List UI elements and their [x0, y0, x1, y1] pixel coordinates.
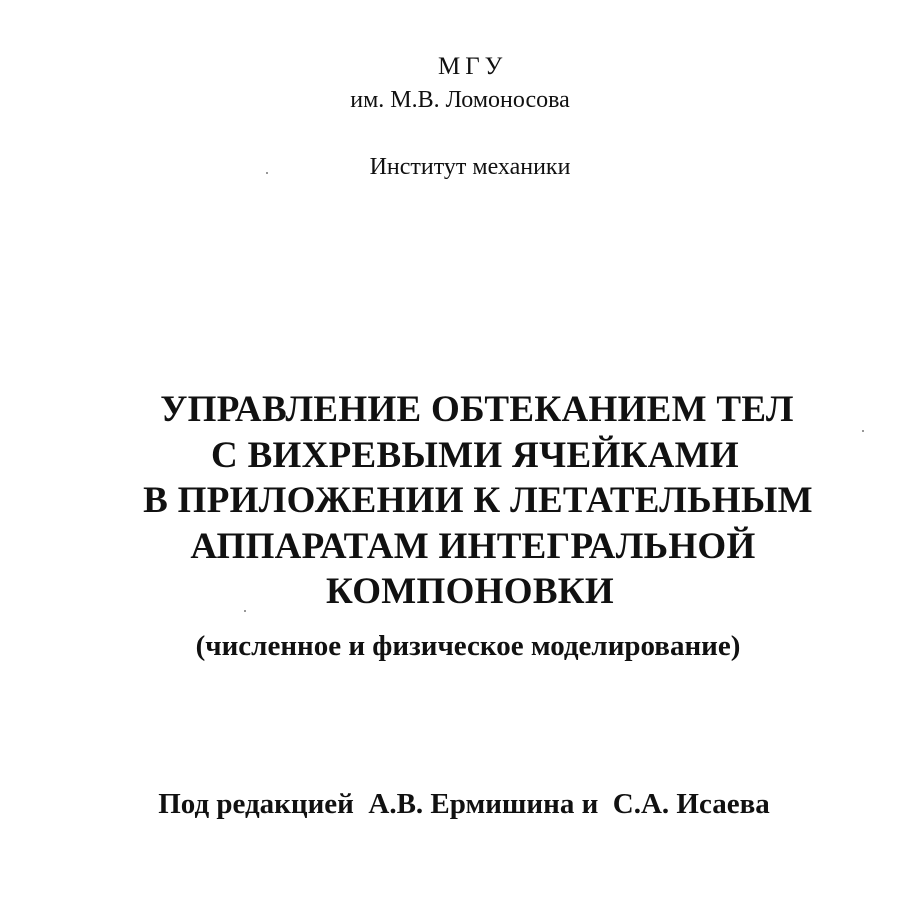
editors-line: Под редакцией А.В. Ермишина и С.А. Исаева [158, 788, 770, 820]
title-line-2: С ВИХРЕВЫМИ ЯЧЕЙКАМИ [211, 434, 739, 476]
title-line-5: КОМПОНОВКИ [325, 571, 614, 612]
scan-speck [862, 430, 864, 432]
document-subtitle: (численное и физическое моделирование) [195, 630, 741, 662]
university-name: им. М.В. Ломоносова [350, 87, 570, 113]
title-line-3: В ПРИЛОЖЕНИИ К ЛЕТАТЕЛЬНЫМ [143, 480, 813, 521]
scan-speck [244, 610, 246, 612]
institute-name: Институт механики [369, 154, 571, 180]
title-line-4: АППАРАТАМ ИНТЕГРАЛЬНОЙ [190, 525, 756, 567]
scan-speck [266, 172, 268, 174]
title-line-1: УПРАВЛЕНИЕ ОБТЕКАНИЕМ ТЕЛ [160, 389, 794, 430]
document-title [0, 387, 908, 615]
university-abbreviation: МГУ [438, 53, 508, 80]
